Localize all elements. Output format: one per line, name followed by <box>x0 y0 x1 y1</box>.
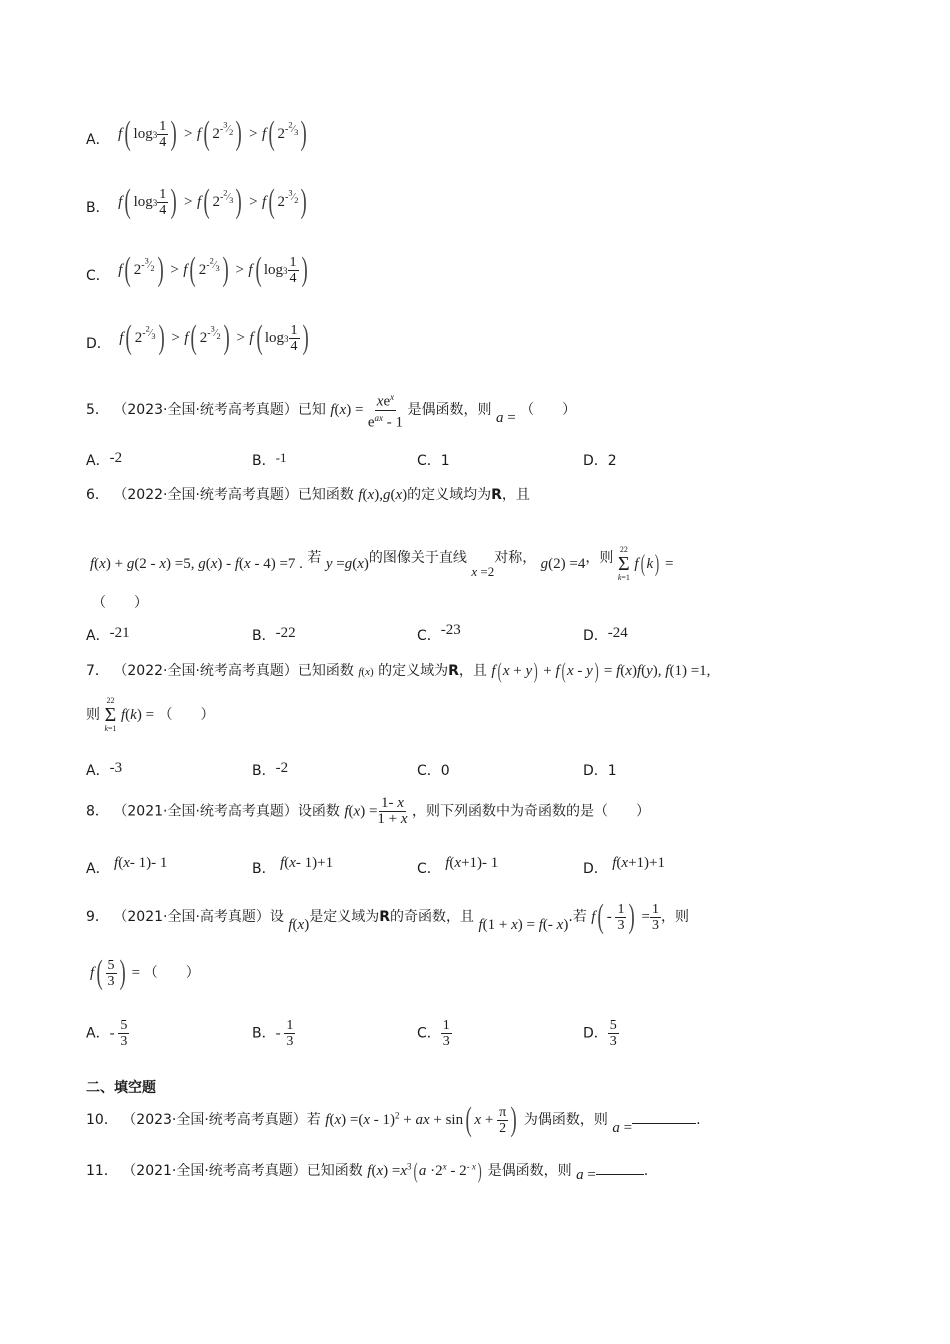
question-text-5: ，则 <box>661 909 690 925</box>
answer-paren: （ ） <box>143 965 200 981</box>
question-number: 9． <box>86 909 109 925</box>
question-text-2: 的定义域为 <box>378 663 449 679</box>
question-text-3: ，且 <box>458 663 487 679</box>
question-text-3: ，且 <box>501 487 530 503</box>
q9-option-c: C． $\frac{1}{3}$ <box>417 1018 450 1049</box>
q7-option-b <box>252 760 288 780</box>
answer-paren: （ ） <box>158 707 215 723</box>
option-label: B． <box>252 763 276 779</box>
question-end: . <box>696 1112 701 1128</box>
q7-option-a <box>86 760 122 780</box>
option-label: B． <box>252 453 276 469</box>
q8-option-b: B． f(x- 1)+1 <box>252 855 334 877</box>
question-10: 10． （2023·全国·统考高考真题）若 f(x) =(x - 1)$^2$ + ax + sin( x + $\frac{\pi}{2}$ ) 为偶函数，则 a = . <box>86 1101 701 1138</box>
q5-option-a <box>86 450 122 470</box>
question-text: （2023·全国·统考高考真题）已知 <box>113 402 326 419</box>
q9-option-b: B．- $\frac{1}{3}$ <box>252 1018 294 1049</box>
question-text-6: 对称， <box>494 550 537 566</box>
option-value: -3 <box>109 760 123 776</box>
question-text-2: 的定义域均为 <box>407 487 492 503</box>
question-5: 5． （2023·全国·统考高考真题）已知 f(x) = $\frac{xe^x}{e^{ax} - 1}$ 是偶函数，则 a = （ ） <box>86 392 577 431</box>
q7-option-d <box>583 760 617 780</box>
question-text-2: 是偶函数，则 <box>407 402 492 419</box>
q6-option-b <box>252 625 296 645</box>
answer-paren: （ ） <box>92 595 148 611</box>
question-text-4: 若 <box>307 550 322 566</box>
q8-option-d: D． f(x+1)+1 <box>583 855 665 877</box>
option-label: A． <box>86 453 110 469</box>
set-R: R <box>491 487 502 503</box>
set-R: R <box>448 663 459 679</box>
question-text: （2021·全国·统考高考真题）设函数 <box>113 803 340 820</box>
option-label: D． <box>86 336 111 352</box>
option-c-q4: C． f( $2^{-^3⁄_2}) > f$( $2^{-^2⁄_3}) > f$( log3 $\frac{1}{4}$ ) <box>86 251 308 288</box>
question-11: 11． （2021·全国·统考高考真题）已知函数 $f(x) =x^3$( $a \cdot 2^x - 2^{- x}$) 是偶函数，则 a = . <box>86 1158 649 1183</box>
question-number: 6． <box>86 487 109 503</box>
question-6: 6． （2022·全国·统考高考真题）已知函数 f(x),g(x)的定义域均为R，且 <box>86 487 530 503</box>
question-text-2: ，则下列函数中为奇函数的是（ ） <box>412 803 651 820</box>
question-text-4: .若 <box>568 909 587 925</box>
option-label: A． <box>86 1025 110 1042</box>
q6-option-d <box>583 625 628 645</box>
option-label: B． <box>252 628 276 644</box>
answer-blank[interactable] <box>632 1123 696 1124</box>
question-text-2: 为偶函数，则 <box>523 1112 608 1128</box>
option-label: C． <box>86 268 110 284</box>
question-9: 9． （2021·全国·高考真题）设 f(x)是定义域为R的奇函数，且 f(1 + x) = f(- x).若 f( - $\frac{1}{3}$ ) = $\frac{1}{3}$ ，则 <box>86 898 690 935</box>
option-label: B． <box>86 200 110 216</box>
question-text: （2021·全国·统考高考真题）已知函数 <box>122 1163 363 1179</box>
question-text-4: 则 <box>86 707 100 723</box>
answer-paren: （ ） <box>520 402 577 419</box>
question-number: 5． <box>86 402 109 419</box>
option-label: D． <box>583 628 608 644</box>
q5-option-c <box>417 450 450 470</box>
option-label: D．2 <box>583 453 617 469</box>
question-text: （2022·全国·统考高考真题）已知函数 <box>113 663 354 679</box>
option-label: C．0 <box>417 763 450 779</box>
option-value: -2 <box>275 760 289 776</box>
question-number: 11． <box>86 1163 118 1179</box>
option-label: D． <box>583 1025 608 1042</box>
q6-option-c <box>417 622 461 645</box>
section-heading: 二、填空题 <box>86 1080 156 1096</box>
answer-blank[interactable] <box>596 1174 644 1175</box>
option-a-q4: A． f( log3 $\frac{1}{4}$ ) > f( $2^{-^3⁄_2}) > f$( $2^{-^2⁄_3}$) <box>86 115 308 152</box>
question-number: 10． <box>86 1112 118 1128</box>
question-8: 8． （2021·全国·统考高考真题）设函数 f(x) = $\frac{1- x}{1 + x}$ ，则下列函数中为奇函数的是（ ） <box>86 795 651 827</box>
q8-option-a: A． f(x- 1)- 1 <box>86 855 168 877</box>
option-label: D．1 <box>583 763 617 779</box>
option-label: B． <box>252 861 276 877</box>
option-label: C． <box>417 861 441 877</box>
q5-option-b <box>252 450 286 470</box>
q9-option-a: A．- $\frac{5}{3}$ <box>86 1018 128 1049</box>
option-label: A． <box>86 132 110 148</box>
option-label: A． <box>86 861 110 877</box>
option-d-q4: D． f( $2^{-^2⁄_3}) > f$( $2^{-^3⁄_2}) > f$( log3 $\frac{1}{4}$ ) <box>86 319 309 356</box>
question-9-line2: f( $\frac{5}{3}$ ) = （ ） <box>90 954 200 991</box>
question-text-7: ，则 <box>585 550 614 566</box>
question-text-2: 是偶函数，则 <box>487 1163 572 1179</box>
option-label: A． <box>86 763 110 779</box>
option-value: -21 <box>109 625 130 641</box>
q8-option-c: C． f(x+1)- 1 <box>417 855 499 877</box>
question-text-2: 是定义域为 <box>309 909 380 925</box>
q6-option-a <box>86 625 130 645</box>
q9-option-d: D． $\frac{5}{3}$ <box>583 1018 617 1049</box>
option-value: -22 <box>275 625 296 641</box>
question-text-3: 的奇函数，且 <box>389 909 474 925</box>
q5-option-d <box>583 450 617 470</box>
question-text: （2021·全国·高考真题）设 <box>113 909 284 925</box>
question-text: （2022·全国·统考高考真题）已知函数 <box>113 487 354 503</box>
option-label: C．1 <box>417 453 450 469</box>
option-value: -1 <box>275 450 287 465</box>
option-label: D． <box>583 861 608 877</box>
question-number: 8． <box>86 803 109 820</box>
q7-option-c <box>417 760 450 780</box>
set-R: R <box>379 909 390 925</box>
option-value: -2 <box>109 450 123 466</box>
question-end: . <box>643 1163 649 1179</box>
option-label: A． <box>86 628 110 644</box>
question-number: 7． <box>86 663 109 679</box>
question-text-5: 的图像关于直线 <box>368 550 467 566</box>
option-value: -23 <box>440 622 461 638</box>
question-6-line2: f(x) + g(2 - x) =5, g(x) - f(x - 4) =7 . 若 y =g(x)的图像关于直线 x =2对称， g(2) =4，则 22 Σ k=1 f( k) = <box>90 545 674 582</box>
option-label: C． <box>417 628 441 644</box>
option-value: -24 <box>607 625 628 641</box>
question-7: 7． （2022·全国·统考高考真题）已知函数 f(x) 的定义域为R，且 f( x + y) + f( x - y) = f(x)f(y), f(1) =1, <box>86 658 711 683</box>
option-label: C． <box>417 1025 441 1042</box>
option-label: B． <box>252 1025 276 1042</box>
option-b-q4: B． f( log3 $\frac{1}{4}$ ) > f( $2^{-^2⁄_3}) > f$( $2^{-^3⁄_2}$) <box>86 183 308 220</box>
question-7-line2: 则 22 Σ k=1 f(k) = （ ） <box>86 696 215 733</box>
question-text: （2023·全国·统考高考真题）若 <box>122 1112 321 1128</box>
